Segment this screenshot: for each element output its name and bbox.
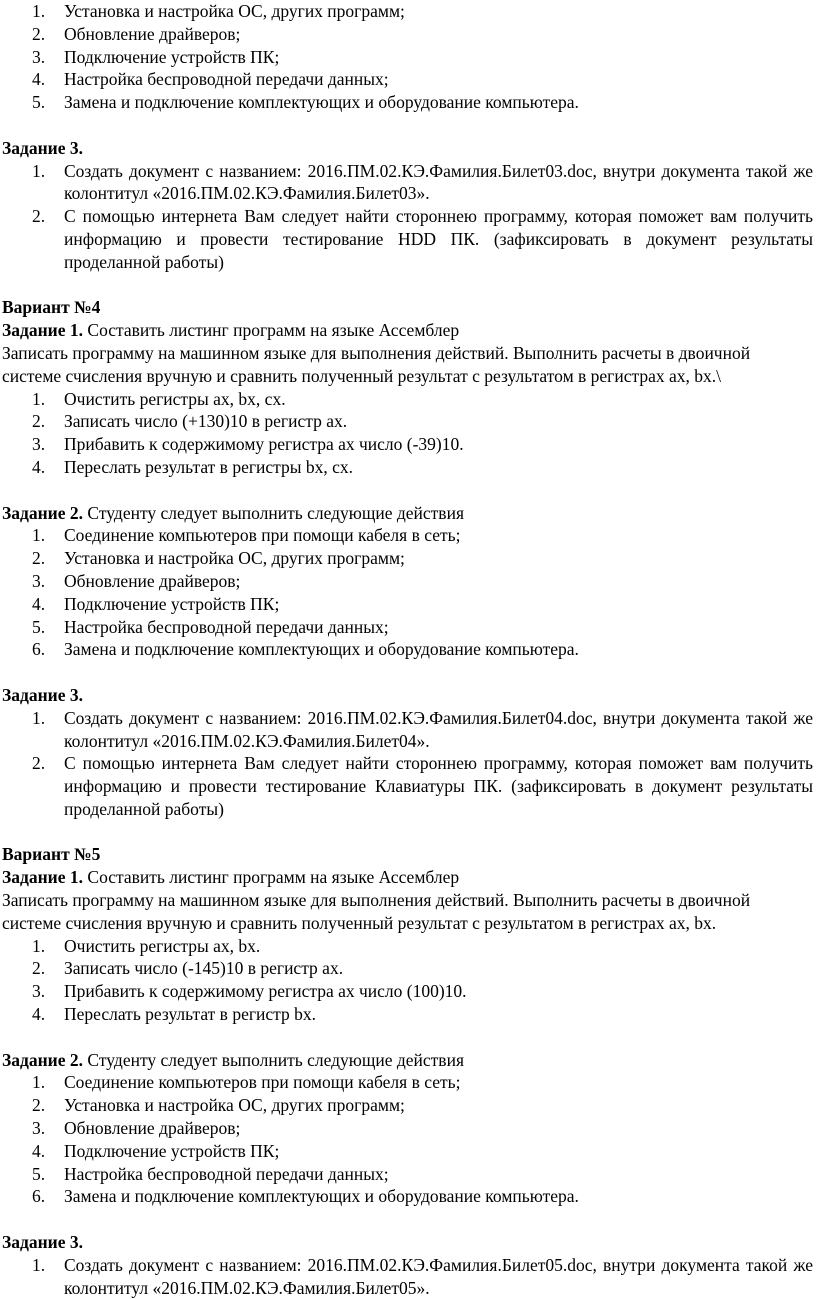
list-item-number: 1. — [32, 388, 46, 409]
list-item-text: С помощью интернета Вам следует найти стороннею программу, которая поможет вам получить информацию и провести тестирование HDD ПК. (зафиксировать в документ результаты проделанной работы) — [64, 206, 813, 272]
v4-task1-line — [2, 319, 813, 342]
list-item-text: Установка и настройка ОС, других программ; — [64, 548, 405, 569]
list-item-text: Создать документ с названием: 2016.ПМ.02.КЭ.Фамилия.Билет04.doc, внутри документа такой же колонтитул «2016.ПМ.02.КЭ.Фамилия.Билет04». — [64, 707, 813, 751]
list-item — [2, 410, 813, 433]
list-item-number: 4. — [32, 1004, 46, 1025]
v4-task2-label: Задание 2. — [2, 502, 84, 523]
list-item-number: 5. — [32, 1163, 46, 1184]
v4-task3-list — [2, 707, 813, 821]
v4-task1-label: Задание 1. — [2, 320, 84, 341]
list-item-text: Замена и подключение комплектующих и оборудование компьютера. — [64, 639, 579, 660]
list-item-text: Замена и подключение комплектующих и оборудование компьютера. — [64, 92, 579, 113]
list-item-number: 1. — [32, 1254, 46, 1275]
variant-5-heading: Вариант №5 — [2, 844, 101, 865]
list-item-number: 4. — [32, 593, 46, 614]
list-item-text: Настройка беспроводной передачи данных; — [64, 1163, 389, 1184]
spacer — [2, 661, 813, 684]
top-list — [2, 0, 813, 114]
list-item — [2, 1117, 813, 1140]
list-item — [2, 1094, 813, 1117]
list-item-text: Подключение устройств ПК; — [64, 1140, 280, 1161]
list-item-number: 5. — [32, 616, 46, 637]
list-item-text: Настройка беспроводной передачи данных; — [64, 69, 389, 90]
list-item-text: Создать документ с названием: 2016.ПМ.02.КЭ.Фамилия.Билет05.doc, внутри документа такой же колонтитул «2016.ПМ.02.КЭ.Фамилия.Билет05». — [64, 1254, 813, 1298]
list-item-text: Создать документ с названием: 2016.ПМ.02.КЭ.Фамилия.Билет03.doc, внутри документа такой же колонтитул «2016.ПМ.02.КЭ.Фамилия.Билет03». — [64, 160, 813, 204]
list-item-text: С помощью интернета Вам следует найти стороннею программу, которая поможет вам получить информацию и провести тестирование Клавиатуры ПК. (зафиксировать в документ результаты проделанной работы) — [64, 753, 813, 819]
list-item-text: Установка и настройка ОС, других программ; — [64, 1095, 405, 1116]
v5-task1-line — [2, 866, 813, 889]
v4-task1-text: Составить листинг программ на языке Ассемблер — [83, 320, 460, 341]
list-item-number: 3. — [32, 981, 46, 1002]
list-item-text: Записать число (+130)10 в регистр ax. — [64, 411, 348, 432]
list-item — [2, 46, 813, 69]
list-item — [2, 205, 813, 273]
list-item — [2, 957, 813, 980]
list-item — [2, 91, 813, 114]
list-item — [2, 433, 813, 456]
v4-task2-list — [2, 524, 813, 661]
list-item-text: Подключение устройств ПК; — [64, 593, 280, 614]
list-item — [2, 752, 813, 820]
list-item-number: 1. — [32, 1, 46, 21]
list-item — [2, 0, 813, 23]
list-item — [2, 547, 813, 570]
list-item-text: Обновление драйверов; — [64, 570, 241, 591]
v5-task2-list — [2, 1071, 813, 1208]
list-item — [2, 1003, 813, 1026]
list-item — [2, 1071, 813, 1094]
list-item-text: Прибавить к содержимому регистра ax число (-39)10. — [64, 434, 464, 455]
list-item-number: 3. — [32, 1118, 46, 1139]
v3-task3-list — [2, 160, 813, 274]
spacer — [2, 1208, 813, 1231]
list-item-number: 3. — [32, 434, 46, 455]
list-item-text: Установка и настройка ОС, других программ; — [64, 1, 405, 21]
v5-task2-label: Задание 2. — [2, 1049, 84, 1070]
v4-task3-heading: Задание 3. — [2, 684, 84, 705]
v5-task1-text: Составить листинг программ на языке Ассемблер — [83, 867, 460, 888]
list-item-number: 2. — [32, 958, 46, 979]
list-item-text: Подключение устройств ПК; — [64, 46, 280, 67]
list-item — [2, 1140, 813, 1163]
list-item-number: 1. — [32, 707, 46, 728]
spacer — [2, 274, 813, 297]
list-item-text: Соединение компьютеров при помощи кабеля в сеть; — [64, 1072, 461, 1093]
list-item — [2, 980, 813, 1003]
list-item — [2, 570, 813, 593]
list-item-number: 1. — [32, 525, 46, 546]
spacer — [2, 479, 813, 502]
list-item-number: 3. — [32, 46, 46, 67]
list-item-text: Обновление драйверов; — [64, 23, 241, 44]
list-item-text: Настройка беспроводной передачи данных; — [64, 616, 389, 637]
variant-4-heading: Вариант №4 — [2, 297, 101, 318]
list-item — [2, 1254, 813, 1299]
list-item-number: 1. — [32, 1072, 46, 1093]
list-item-text: Очистить регистры ax, bx. — [64, 935, 261, 956]
v3-task3-heading: Задание 3. — [2, 137, 84, 158]
list-item-text: Замена и подключение комплектующих и оборудование компьютера. — [64, 1186, 579, 1207]
v4-task1-list — [2, 388, 813, 479]
list-item-text: Прибавить к содержимому регистра ax число (100)10. — [64, 981, 467, 1002]
list-item — [2, 616, 813, 639]
list-item-text: Соединение компьютеров при помощи кабеля в сеть; — [64, 525, 461, 546]
v5-task1-paragraph: Записать программу на машинном языке для выполнения действий. Выполнить расчеты в двоичной системе счисления вручную и сравнить полученный результат с результатом в регистрах ax, bx. — [2, 890, 751, 933]
list-item-text: Переслать результат в регистр bx. — [64, 1004, 317, 1025]
list-item-number: 2. — [32, 23, 46, 44]
list-item — [2, 707, 813, 753]
v4-task2-line — [2, 502, 813, 525]
spacer — [2, 1026, 813, 1049]
v5-task3-list — [2, 1254, 813, 1299]
spacer — [2, 821, 813, 844]
list-item-text: Записать число (-145)10 в регистр ax. — [64, 958, 344, 979]
list-item — [2, 23, 813, 46]
list-item — [2, 388, 813, 411]
list-item-number: 4. — [32, 69, 46, 90]
list-item-number: 3. — [32, 570, 46, 591]
list-item-number: 4. — [32, 1140, 46, 1161]
v5-task1-label: Задание 1. — [2, 867, 84, 888]
list-item-text: Переслать результат в регистры bx, cx. — [64, 456, 354, 477]
list-item-number: 2. — [32, 753, 46, 774]
v5-task2-line — [2, 1049, 813, 1072]
spacer — [2, 114, 813, 137]
list-item-number: 2. — [32, 548, 46, 569]
list-item — [2, 1185, 813, 1208]
list-item — [2, 638, 813, 661]
v4-task2-text: Студенту следует выполнить следующие действия — [83, 502, 464, 523]
list-item-number: 5. — [32, 92, 46, 113]
list-item-number: 2. — [32, 1095, 46, 1116]
list-item-number: 6. — [32, 639, 46, 660]
v4-task1-paragraph: Записать программу на машинном языке для выполнения действий. Выполнить расчеты в двоичной системе счисления вручную и сравнить полученный результат с результатом в регистрах ax, bx.\ — [2, 342, 751, 386]
v5-task3-heading: Задание 3. — [2, 1232, 84, 1253]
list-item — [2, 68, 813, 91]
list-item-number: 2. — [32, 206, 46, 227]
list-item — [2, 935, 813, 958]
list-item — [2, 1163, 813, 1186]
list-item-number: 4. — [32, 456, 46, 477]
v5-task1-list — [2, 935, 813, 1026]
v5-task2-text: Студенту следует выполнить следующие действия — [83, 1049, 464, 1070]
list-item-number: 2. — [32, 411, 46, 432]
list-item-number: 6. — [32, 1186, 46, 1207]
list-item — [2, 160, 813, 206]
list-item-number: 1. — [32, 160, 46, 181]
list-item — [2, 524, 813, 547]
list-item — [2, 593, 813, 616]
list-item — [2, 456, 813, 479]
list-item-text: Обновление драйверов; — [64, 1118, 241, 1139]
list-item-text: Очистить регистры ax, bx, cx. — [64, 388, 286, 409]
list-item-number: 1. — [32, 935, 46, 956]
